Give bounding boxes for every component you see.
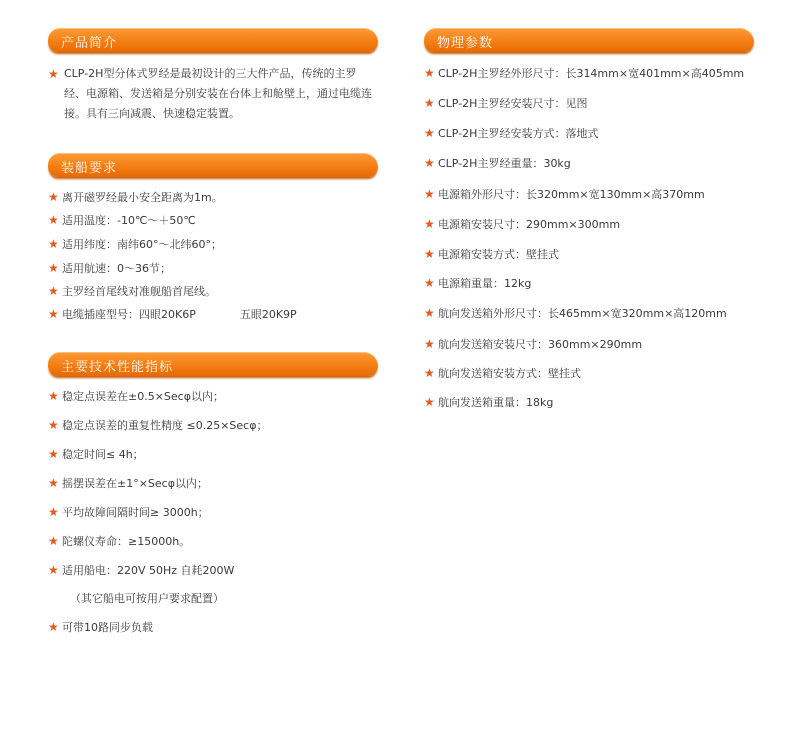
- performance-section: [48, 352, 378, 634]
- star-icon: ★: [48, 307, 59, 321]
- list-item: ★ 可带10路同步负载: [48, 617, 378, 638]
- star-icon: ★: [424, 156, 435, 170]
- star-icon: ★: [48, 190, 59, 204]
- intro-header: [48, 28, 378, 52]
- star-icon: ★: [424, 187, 435, 201]
- list-item: ★ 航向发送箱重量：18kg: [424, 392, 754, 413]
- list-item: ★ 电源箱重量：12kg: [424, 273, 754, 294]
- list-item: ★ CLP-2H主罗经安装尺寸：见图: [424, 93, 754, 114]
- intro-text: CLP-2H型分体式罗经是最初设计的三大件产品，传统的主罗经、电源箱、发送箱是分别安装在台体上和舱壁上，通过电缆连接。具有三向减震、快速稳定装置。: [64, 67, 372, 120]
- list-item: ★ 适用船电：220V 50Hz 自耗200W: [48, 560, 378, 581]
- list-item: ★ 航向发送箱安装尺寸：360mm×290mm: [424, 334, 754, 355]
- list-item: ★ 摇摆误差在±1°×Secφ以内；: [48, 473, 378, 494]
- list-item: ★ 电源箱安装方式：壁挂式: [424, 244, 754, 265]
- list-item: ★ CLP-2H主罗经外形尺寸：长314mm×宽401mm×高405mm: [424, 63, 754, 84]
- list-item: ★ 适用航速：0～36节；: [48, 258, 378, 279]
- star-icon: ★: [48, 418, 59, 432]
- intro-title: 产品简介: [61, 36, 118, 51]
- star-icon: ★: [424, 126, 435, 140]
- star-icon: ★: [424, 306, 435, 320]
- list-item: ★ CLP-2H主罗经安装方式：落地式: [424, 123, 754, 144]
- list-item: ★ 离开磁罗经最小安全距离为1m。: [48, 187, 378, 208]
- list-item: ★ 航向发送箱外形尺寸：长465mm×宽320mm×高120mm: [424, 303, 754, 324]
- list-item: ★ 电源箱外形尺寸：长320mm×宽130mm×高370mm: [424, 184, 754, 205]
- star-icon: ★: [48, 261, 59, 275]
- install-title: 装船要求: [61, 161, 118, 176]
- star-icon: ★: [424, 96, 435, 110]
- physical-header: [424, 28, 754, 52]
- intro-paragraph: [48, 64, 378, 124]
- star-icon: ★: [424, 395, 435, 409]
- star-icon: ★: [424, 276, 435, 290]
- list-item: ★ 电源箱安装尺寸：290mm×300mm: [424, 214, 754, 235]
- list-item: ★ 稳定点误差在±0.5×Secφ以内；: [48, 386, 378, 407]
- intro-section: [48, 28, 378, 120]
- star-icon: ★: [48, 534, 59, 548]
- list-item: ★ 适用纬度：南纬60°～北纬60°；: [48, 234, 378, 255]
- star-icon: ★: [48, 563, 59, 577]
- list-item: ★ 平均故障间隔时间≥ 3000h；: [48, 502, 378, 523]
- star-icon: ★: [424, 366, 435, 380]
- star-icon: ★: [424, 337, 435, 351]
- list-item-cable: ★ 电缆插座型号：四眼20K6P 五眼20K9P: [48, 304, 378, 325]
- list-item: ★ 航向发送箱安装方式：壁挂式: [424, 363, 754, 384]
- list-item: ★ CLP-2H主罗经重量：30kg: [424, 153, 754, 174]
- physical-section: [424, 28, 754, 409]
- list-item: ★ 适用温度：-10℃～＋50℃: [48, 210, 378, 231]
- star-icon: ★: [424, 66, 435, 80]
- install-section: [48, 153, 378, 321]
- star-icon: ★: [48, 447, 59, 461]
- star-icon: ★: [48, 620, 59, 634]
- star-icon: ★: [48, 284, 59, 298]
- star-icon: ★: [48, 213, 59, 227]
- list-item: ★ 主罗经首尾线对准舰船首尾线。: [48, 281, 378, 302]
- performance-header: [48, 352, 378, 376]
- power-note: （其它船电可按用户要求配置）: [70, 592, 224, 605]
- performance-title: 主要技术性能指标: [61, 360, 174, 375]
- star-icon: ★: [48, 505, 59, 519]
- list-item: ★ 陀螺仪寿命：≥15000h。: [48, 531, 378, 552]
- list-item: ★ 稳定点误差的重复性精度 ≤0.25×Secφ；: [48, 415, 378, 436]
- star-icon: ★: [48, 476, 59, 490]
- star-icon: ★: [424, 217, 435, 231]
- star-icon: ★: [48, 389, 59, 403]
- install-header: [48, 153, 378, 177]
- star-icon: ★: [424, 247, 435, 261]
- star-icon: ★: [48, 67, 59, 81]
- star-icon: ★: [48, 237, 59, 251]
- list-item: ★ 稳定时间≤ 4h；: [48, 444, 378, 465]
- physical-title: 物理参数: [437, 36, 494, 51]
